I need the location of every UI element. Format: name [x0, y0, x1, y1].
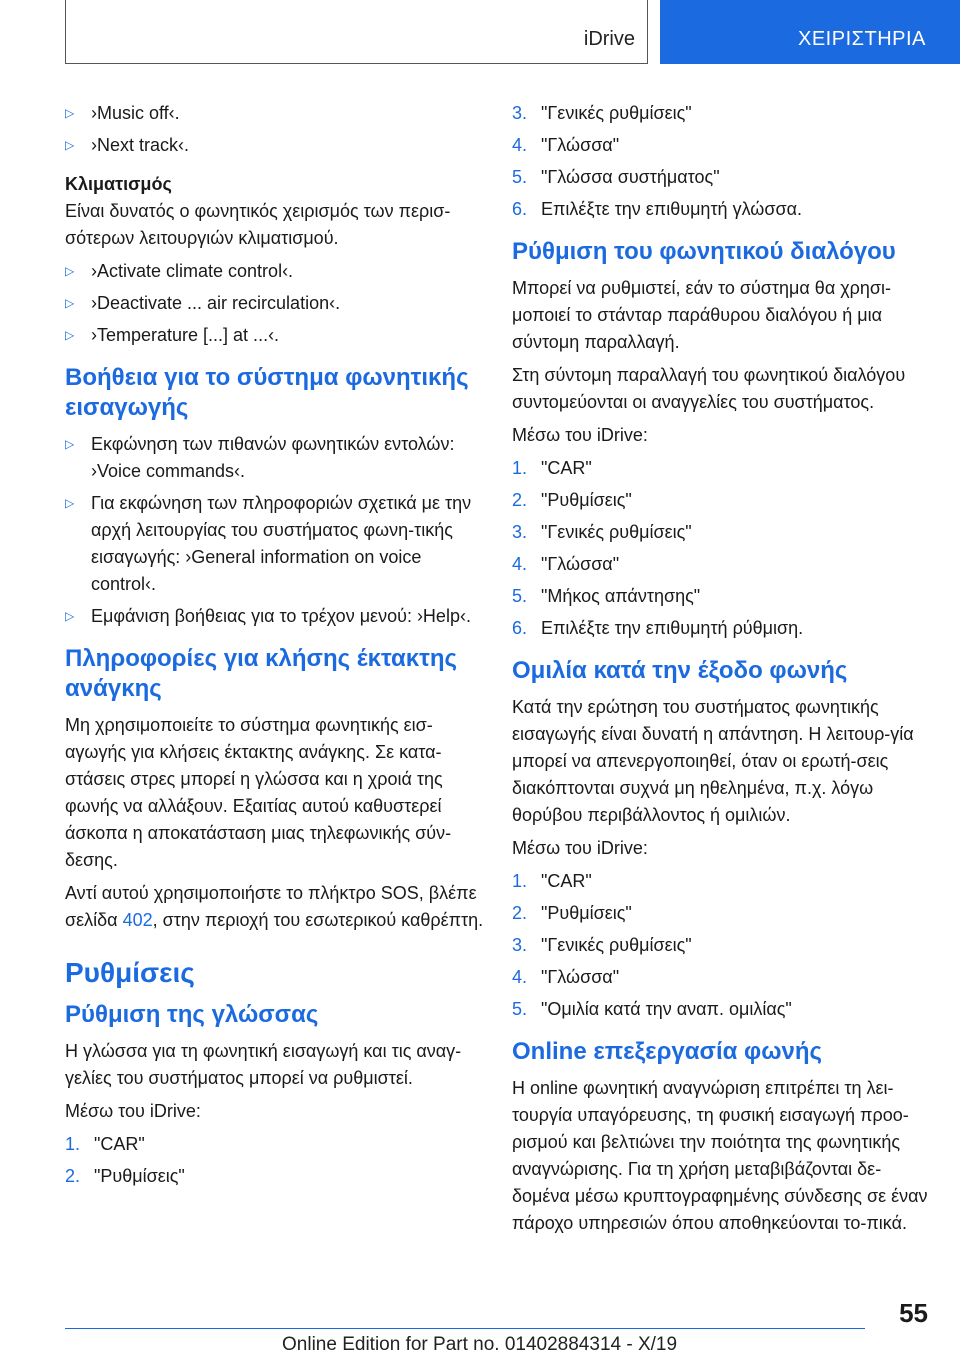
list-item: ▷ Εμφάνιση βοήθειας για το τρέχον μενού: ›Help‹.	[65, 603, 485, 630]
list-item: 3. "Γενικές ρυθμίσεις"	[512, 935, 692, 955]
list-item: 4. "Γλώσσα"	[512, 135, 620, 155]
language-via: Μέσω του iDrive:	[65, 1101, 201, 1121]
bullet-list	[65, 258, 485, 349]
dialog-via: Μέσω του iDrive:	[512, 425, 648, 445]
list-item: 2. "Ρυθμίσεις"	[65, 1166, 185, 1186]
list-item: 4. "Γλώσσα"	[512, 554, 620, 574]
list-item: ▷ Για εκφώνηση των πληροφοριών σχετικά με την αρχή λειτουργίας του συστήματος φωνη-τικής εισαγωγής: ›General information on voice control‹.	[65, 490, 485, 598]
step-list	[65, 1131, 485, 1190]
list-item: ▷ ›Deactivate ... air recirculation‹.	[65, 290, 485, 317]
online-heading: Online επεξεργασία φωνής	[512, 1038, 822, 1065]
list-item: ▷ ›Activate climate control‹.	[65, 258, 485, 285]
triangle-bullet-icon: ▷	[65, 328, 75, 342]
triangle-bullet-icon: ▷	[65, 264, 75, 278]
header-chapter-label: ΧΕΙΡΙΣΤΗΡΙΑ	[798, 28, 926, 50]
footer-divider	[65, 1328, 865, 1329]
triangle-bullet-icon: ▷	[65, 296, 75, 310]
list-item: ▷ ›Temperature [...] at ...‹.	[65, 322, 485, 349]
list-item: 5. "Ομιλία κατά την αναπ. ομιλίας"	[512, 999, 792, 1019]
list-item: 2. "Ρυθμίσεις"	[512, 903, 632, 923]
climate-heading: Κλιματισμός	[65, 174, 172, 194]
triangle-bullet-icon: ▷	[65, 609, 75, 623]
step-list	[512, 868, 932, 1023]
climate-paragraph: Είναι δυνατός ο φωνητικός χειρισμός των περισ-σότερων λειτουργιών κλιματισμού.	[65, 201, 451, 248]
list-item: 2. "Ρυθμίσεις"	[512, 490, 632, 510]
talk-via: Μέσω του iDrive:	[512, 838, 648, 858]
settings-heading: Ρυθμίσεις	[65, 957, 195, 988]
right-column	[512, 100, 932, 1243]
language-paragraph: Η γλώσσα για τη φωνητική εισαγωγή και τις αναγ-γελίες του συστήματος μπορεί να ρυθμιστεί.	[65, 1041, 462, 1088]
list-item: 5. "Μήκος απάντησης"	[512, 586, 701, 606]
page-number: 55	[899, 1298, 928, 1328]
list-item: 1. "CAR"	[65, 1134, 145, 1154]
list-item: 6. Επιλέξτε την επιθυμητή γλώσσα.	[512, 199, 802, 219]
list-item: ▷ Εκφώνηση των πιθανών φωνητικών εντολών: ›Voice commands‹.	[65, 431, 485, 485]
list-item: 1. "CAR"	[512, 871, 592, 891]
list-item: 3. "Γενικές ρυθμίσεις"	[512, 522, 692, 542]
list-item: 6. Επιλέξτε την επιθυμητή ρύθμιση.	[512, 618, 804, 638]
sos-paragraph: Αντί αυτού χρησιμοποιήστε το πλήκτρο SOS, βλέπε σελίδα 402, στην περιοχή του εσωτερικού καθρέπτη.	[65, 883, 484, 930]
list-item: 3. "Γενικές ρυθμίσεις"	[512, 103, 692, 123]
list-item: 4. "Γλώσσα"	[512, 967, 620, 987]
triangle-bullet-icon: ▷	[65, 496, 75, 510]
dialog-paragraph-2: Στη σύντομη παραλλαγή του φωνητικού διαλόγου συντομεύονται οι αναγγελίες του συστήματος.	[512, 365, 906, 412]
triangle-bullet-icon: ▷	[65, 138, 75, 152]
left-column	[65, 100, 485, 1195]
triangle-bullet-icon: ▷	[65, 106, 75, 120]
list-item: 5. "Γλώσσα συστήματος"	[512, 167, 720, 187]
bullet-list	[65, 100, 485, 159]
list-item: 1. "CAR"	[512, 458, 592, 478]
list-item: ▷ ›Next track‹.	[65, 132, 485, 159]
emergency-heading: Πληροφορίες για κλήσης έκτακτης ανάγκης	[65, 645, 458, 702]
online-paragraph: Η online φωνητική αναγνώριση επιτρέπει τη λει-τουργία υπαγόρευσης, τη φυσική εισαγωγή προο-ρισμού και βελτιώνει την ποιότητα της φωνητικής αναγνώρισης. Για τη χρήση μεταβιβάζονται δε-δομένα μέσω κρυπτογραφημένης σύνδεσης σε έναν πάροχο υπηρεσιών όπου αποθηκεύονται το-πικά.	[512, 1078, 928, 1233]
step-list	[512, 455, 932, 642]
header-section-label: iDrive	[583, 28, 635, 50]
page-reference-link[interactable]: 402	[122, 910, 153, 930]
emergency-paragraph: Μη χρησιμοποιείτε το σύστημα φωνητικής εισ-αγωγής για κλήσεις έκτακτης ανάγκης. Σε κατα-στάσεις στρες μπορεί η γλώσσα και η χροιά της φωνής να αλλάξουν. Εξαιτίας αυτού καθυστερεί άσκοπα η αποκατάσταση μιας τηλεφωνικής σύν-δεσης.	[65, 715, 452, 870]
talk-paragraph: Κατά την ερώτηση του συστήματος φωνητικής εισαγωγής είναι δυνατή η απάντηση. Η λειτουρ-γία μπορεί να απενεργοποιηθεί, όταν οι ερωτή-σεις διακόπτονται συχνά μη ηθελημένα, π.χ. λόγω θορύβου περιβάλλοντος ή ομιλιών.	[512, 697, 914, 825]
talk-heading: Ομιλία κατά την έξοδο φωνής	[512, 657, 848, 684]
header-section-box	[65, 0, 648, 64]
dialog-paragraph-1: Μπορεί να ρυθμιστεί, εάν το σύστημα θα χρησι-μοποιεί το στάνταρ παράθυρου διαλόγου ή μια σύντομη παραλλαγή.	[512, 278, 892, 352]
help-heading: Βοήθεια για το σύστημα φωνητικής εισαγωγής	[65, 364, 469, 421]
triangle-bullet-icon: ▷	[65, 437, 75, 451]
list-item: ▷ ›Music off‹.	[65, 100, 485, 127]
footer-edition: Online Edition for Part no. 01402884314 - X/19	[282, 1334, 678, 1355]
header-chapter-box	[660, 0, 960, 64]
step-list	[512, 100, 932, 223]
dialog-heading: Ρύθμιση του φωνητικού διαλόγου	[512, 238, 896, 265]
language-heading: Ρύθμιση της γλώσσας	[65, 1001, 319, 1028]
bullet-list	[65, 431, 485, 630]
